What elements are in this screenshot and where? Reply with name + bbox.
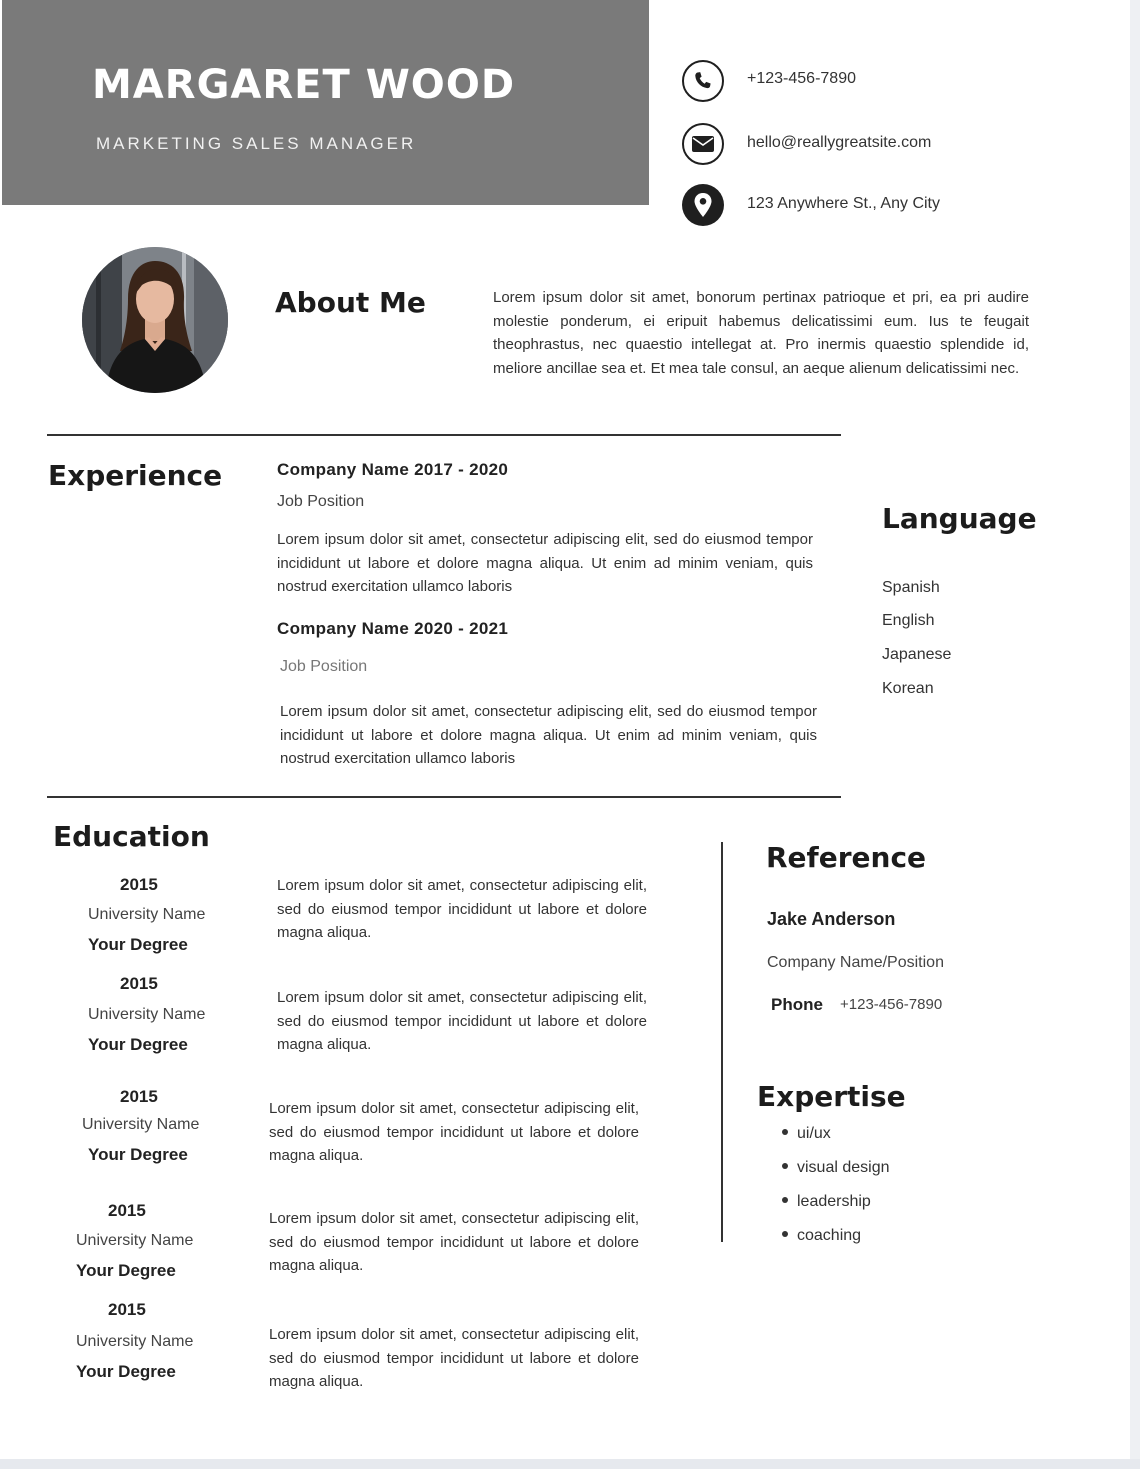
bullet-icon bbox=[782, 1163, 788, 1169]
page-bottom-edge bbox=[0, 1459, 1140, 1469]
divider-top bbox=[47, 434, 841, 436]
expertise-item-label: ui/ux bbox=[797, 1125, 831, 1142]
map-pin-icon bbox=[682, 184, 724, 226]
edu-4-university: University Name bbox=[76, 1232, 194, 1249]
envelope-icon bbox=[682, 123, 724, 165]
reference-name: Jake Anderson bbox=[767, 909, 896, 929]
edu-5-degree: Your Degree bbox=[76, 1362, 176, 1381]
job-1-position: Job Position bbox=[277, 493, 365, 510]
divider-middle bbox=[47, 796, 841, 798]
edu-3-year: 2015 bbox=[120, 1087, 158, 1106]
bullet-icon bbox=[782, 1231, 788, 1237]
edu-2-text: Lorem ipsum dolor sit amet, consectetur adipiscing elit, sed do eiusmod tempor incididunt ut labore et dolore magna aliqua. bbox=[277, 989, 647, 1053]
edu-5-year: 2015 bbox=[108, 1300, 146, 1319]
expertise-item bbox=[782, 1227, 861, 1245]
edu-2-degree: Your Degree bbox=[88, 1035, 188, 1054]
edu-2-university: University Name bbox=[88, 1006, 206, 1023]
job-1-company: Company Name 2017 - 2020 bbox=[277, 460, 509, 479]
language-item: English bbox=[882, 612, 935, 629]
phone-icon bbox=[682, 60, 724, 102]
expertise-item-label: visual design bbox=[797, 1159, 890, 1176]
edu-2-year: 2015 bbox=[120, 974, 158, 993]
candidate-role: MARKETING SALES MANAGER bbox=[96, 134, 417, 153]
job-2-text: Lorem ipsum dolor sit amet, consectetur adipiscing elit, sed do eiusmod tempor incididunt ut labore et dolore magna aliqua. Ut enim ad minim veniam, quis nostrud exercitation ullamco laboris bbox=[280, 703, 817, 767]
edu-1-year: 2015 bbox=[120, 875, 158, 894]
reference-phone-label: Phone bbox=[771, 995, 823, 1014]
job-2-company: Company Name 2020 - 2021 bbox=[277, 619, 509, 638]
edu-1-text: Lorem ipsum dolor sit amet, consectetur adipiscing elit, sed do eiusmod tempor incididunt ut labore et dolore magna aliqua. bbox=[277, 877, 647, 941]
edu-4-year: 2015 bbox=[108, 1201, 146, 1220]
edu-5-text: Lorem ipsum dolor sit amet, consectetur adipiscing elit, sed do eiusmod tempor incididunt ut labore et dolore magna aliqua. bbox=[269, 1326, 639, 1390]
edu-4-degree: Your Degree bbox=[76, 1261, 176, 1280]
reference-phone[interactable]: +123-456-7890 bbox=[840, 996, 943, 1013]
language-item: Spanish bbox=[882, 579, 940, 596]
job-1-text: Lorem ipsum dolor sit amet, consectetur adipiscing elit, sed do eiusmod tempor incididunt ut labore et dolore magna aliqua. Ut enim ad minim veniam, quis nostrud exercitation ullamco laboris bbox=[277, 531, 813, 595]
edu-3-university: University Name bbox=[82, 1116, 200, 1133]
edu-1-university: University Name bbox=[88, 906, 206, 923]
edu-3-text: Lorem ipsum dolor sit amet, consectetur adipiscing elit, sed do eiusmod tempor incididunt ut labore et dolore magna aliqua. bbox=[269, 1100, 639, 1164]
job-2-position: Job Position bbox=[280, 658, 368, 675]
vertical-divider bbox=[721, 842, 723, 1242]
education-title: Education bbox=[53, 820, 210, 853]
language-title: Language bbox=[882, 502, 1037, 535]
expertise-item bbox=[782, 1193, 871, 1211]
about-text: Lorem ipsum dolor sit amet, bonorum pertinax patrioque et pri, ea pri audire molestie ponderum, ei eripuit habemus delicatissimi eum. Ius te feugait theophrastus, nec quaestio intellegat at. Pro inermis quaestio splendide id, meliore ancillae sea et. Et mea tale consul, an aeque alienum delicatissimi nec. bbox=[493, 289, 1029, 377]
edu-1-degree: Your Degree bbox=[88, 935, 188, 954]
edu-5-university: University Name bbox=[76, 1333, 194, 1350]
experience-title: Experience bbox=[48, 459, 223, 492]
bullet-icon bbox=[782, 1129, 788, 1135]
about-title: About Me bbox=[275, 286, 426, 319]
edu-3-degree: Your Degree bbox=[88, 1145, 188, 1164]
bullet-icon bbox=[782, 1197, 788, 1203]
language-item: Japanese bbox=[882, 646, 952, 663]
edu-4-text: Lorem ipsum dolor sit amet, consectetur adipiscing elit, sed do eiusmod tempor incididunt ut labore et dolore magna aliqua. bbox=[269, 1210, 639, 1274]
reference-company: Company Name/Position bbox=[767, 954, 944, 971]
expertise-item bbox=[782, 1125, 831, 1143]
contact-email[interactable]: hello@reallygreatsite.com bbox=[747, 134, 932, 151]
candidate-name: MARGARET WOOD bbox=[92, 62, 516, 108]
contact-address[interactable]: 123 Anywhere St., Any City bbox=[747, 195, 940, 212]
expertise-item-label: leadership bbox=[797, 1193, 871, 1210]
expertise-item-label: coaching bbox=[797, 1227, 862, 1244]
reference-title: Reference bbox=[766, 841, 927, 874]
expertise-item bbox=[782, 1159, 890, 1177]
profile-photo bbox=[82, 247, 228, 393]
contact-phone[interactable]: +123-456-7890 bbox=[747, 70, 856, 87]
language-item: Korean bbox=[882, 680, 934, 697]
expertise-title: Expertise bbox=[757, 1080, 906, 1113]
